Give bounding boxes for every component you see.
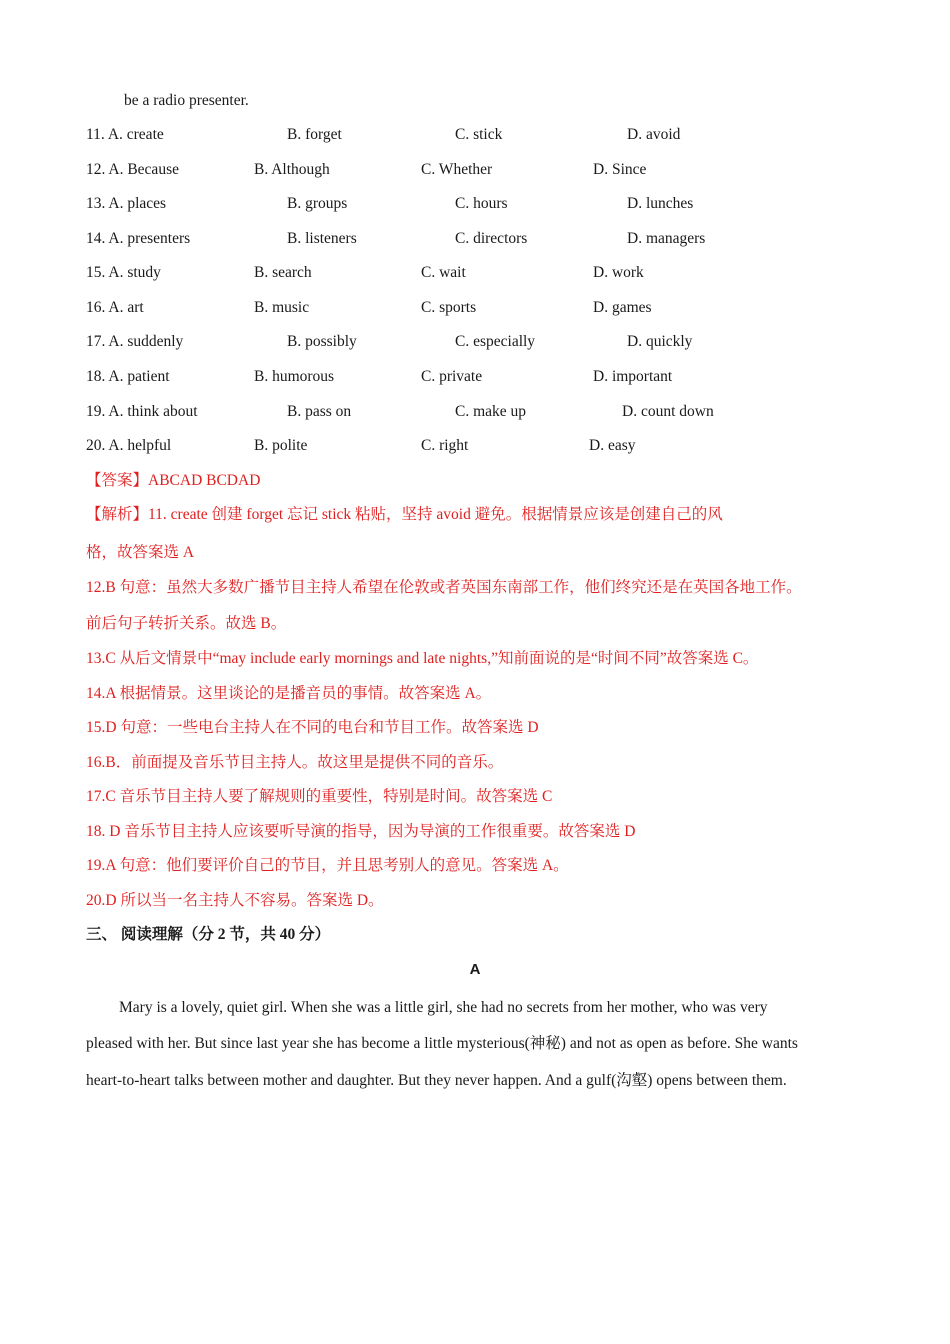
option-a: 11. A. create bbox=[86, 126, 164, 143]
analysis-line: 格，故答案选 A bbox=[86, 544, 195, 561]
option-a: 13. A. places bbox=[86, 195, 167, 212]
option-b: B. pass on bbox=[287, 403, 352, 420]
analysis-line: 13.C 从后文情景中“may include early mornings and late nights,”知前面说的是“时间不同”故答案选 C。 bbox=[86, 650, 759, 667]
analysis-line: 18. D 音乐节目主持人应该要听导演的指导，因为导演的工作很重要。故答案选 D bbox=[86, 823, 636, 840]
option-b: B. search bbox=[254, 264, 312, 281]
option-c: C. especially bbox=[455, 333, 536, 350]
option-d: D. count down bbox=[622, 403, 714, 420]
option-a: 12. A. Because bbox=[86, 161, 179, 178]
analysis-line: 前后句子转折关系。故选 B。 bbox=[86, 615, 287, 632]
passage-line: Mary is a lovely, quiet girl. When she was a little girl, she had no secrets from her mother, who was very bbox=[119, 999, 768, 1016]
option-c: C. wait bbox=[421, 264, 466, 281]
option-b: B. humorous bbox=[254, 368, 335, 385]
option-c: C. Whether bbox=[421, 161, 493, 178]
analysis-line: 19.A 句意：他们要评价自己的节目，并且思考别人的意见。答案选 A。 bbox=[86, 857, 569, 874]
analysis-line: 【解析】11. create 创建 forget 忘记 stick 粘贴，坚持 avoid 避免。根据情景应该是创建自己的风 bbox=[86, 506, 723, 523]
analysis-line: 14.A 根据情景。这里谈论的是播音员的事情。故答案选 A。 bbox=[86, 685, 492, 702]
option-a: 15. A. study bbox=[86, 264, 161, 281]
intro-line: be a radio presenter. bbox=[124, 92, 249, 109]
option-b: B. groups bbox=[287, 195, 348, 212]
option-a: 19. A. think about bbox=[86, 403, 198, 420]
option-b: B. possibly bbox=[287, 333, 357, 350]
option-c: C. private bbox=[421, 368, 483, 385]
option-b: B. music bbox=[254, 299, 310, 316]
analysis-line: 15.D 句意：一些电台主持人在不同的电台和节目工作。故答案选 D bbox=[86, 719, 539, 736]
passage-line: heart-to-heart talks between mother and daughter. But they never happen. And a gulf(沟壑) opens between them. bbox=[86, 1072, 787, 1089]
analysis-line: 17.C 音乐节目主持人要了解规则的重要性，特别是时间。故答案选 C bbox=[86, 788, 553, 805]
option-a: 14. A. presenters bbox=[86, 230, 191, 247]
option-d: D. lunches bbox=[627, 195, 694, 212]
option-b: B. forget bbox=[287, 126, 342, 143]
answer-line: 【答案】ABCAD BCDAD bbox=[86, 472, 261, 489]
option-a: 20. A. helpful bbox=[86, 437, 172, 454]
option-d: D. managers bbox=[627, 230, 706, 247]
option-a: 16. A. art bbox=[86, 299, 144, 316]
option-d: D. easy bbox=[589, 437, 636, 454]
option-d: D. Since bbox=[593, 161, 647, 178]
passage-line: pleased with her. But since last year she has become a little mysterious(神秘) and not as open as before. She wants bbox=[86, 1035, 798, 1052]
analysis-line: 16.B．前面提及音乐节目主持人。故这里是提供不同的音乐。 bbox=[86, 754, 504, 771]
option-d: D. work bbox=[593, 264, 644, 281]
passage-label: A bbox=[469, 961, 481, 978]
option-b: B. listeners bbox=[287, 230, 357, 247]
option-c: C. stick bbox=[455, 126, 503, 143]
section-heading: 三、 阅读理解（分 2 节，共 40 分） bbox=[86, 926, 331, 943]
option-c: C. hours bbox=[455, 195, 508, 212]
option-d: D. games bbox=[593, 299, 652, 316]
option-b: B. polite bbox=[254, 437, 308, 454]
option-d: D. quickly bbox=[627, 333, 693, 350]
option-c: C. directors bbox=[455, 230, 528, 247]
option-a: 18. A. patient bbox=[86, 368, 170, 385]
option-a: 17. A. suddenly bbox=[86, 333, 184, 350]
option-c: C. right bbox=[421, 437, 469, 454]
option-c: C. sports bbox=[421, 299, 477, 316]
option-c: C. make up bbox=[455, 403, 527, 420]
option-d: D. avoid bbox=[627, 126, 681, 143]
analysis-line: 12.B 句意：虽然大多数广播节目主持人希望在伦敦或者英国东南部工作，他们终究还是在英国各地工作。 bbox=[86, 579, 802, 596]
option-d: D. important bbox=[593, 368, 673, 385]
analysis-line: 20.D 所以当一名主持人不容易。答案选 D。 bbox=[86, 892, 384, 909]
option-b: B. Although bbox=[254, 161, 330, 178]
